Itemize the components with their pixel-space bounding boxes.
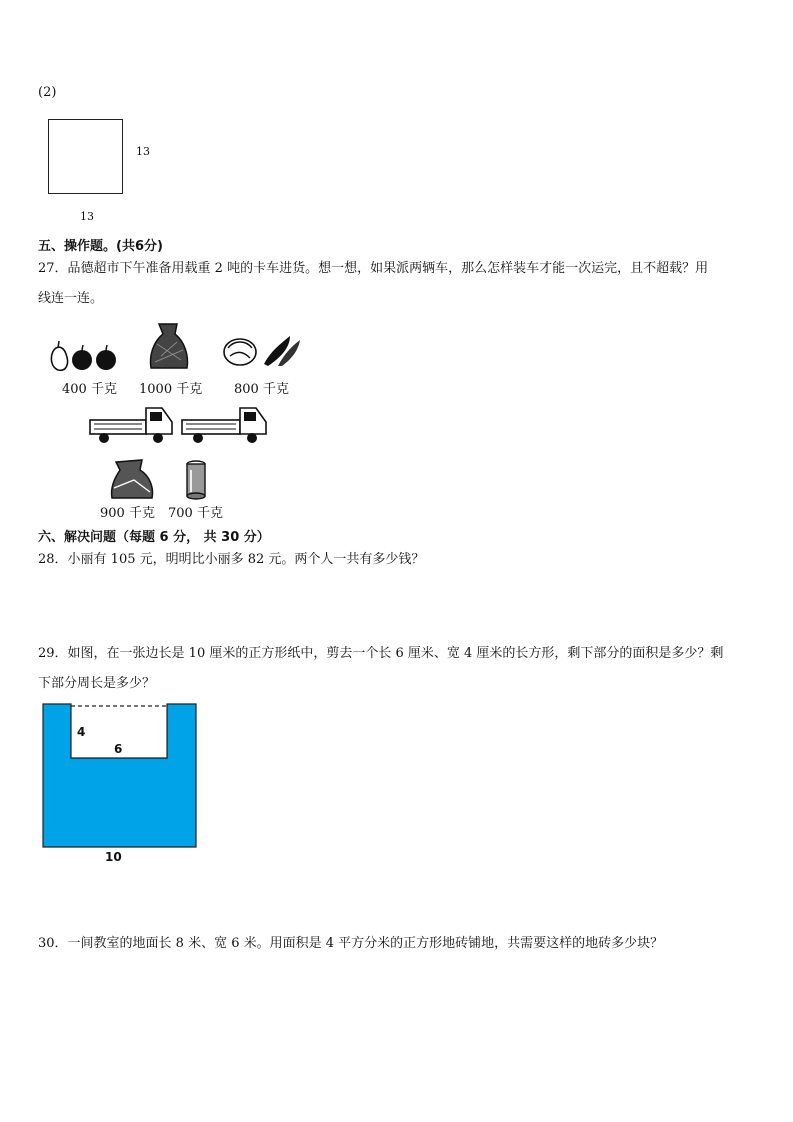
square-side-right-label: 13	[136, 145, 150, 158]
vegetables-icon	[220, 330, 302, 368]
item-label-sack: 1000 千克	[139, 382, 203, 397]
truck-icon[interactable]	[88, 402, 174, 446]
section-heading-operations: 五、操作题。(共6分)	[38, 239, 163, 254]
item-label-can: 700 千克	[168, 506, 223, 521]
sack-icon	[147, 320, 191, 372]
figure-label-length: 6	[114, 742, 123, 756]
question-30: 30．一间教室的地面长 8 米、宽 6 米。用面积是 4 平方分米的正方形地砖铺地，共需要这样的地砖多少块？	[38, 936, 664, 951]
question-28: 28．小丽有 105 元，明明比小丽多 82 元。两个人一共有多少钱？	[38, 552, 425, 567]
item-label-fruit: 400 千克	[62, 382, 117, 397]
item-label-bag: 900 千克	[100, 506, 155, 521]
question-29-line-1: 29．如图，在一张边长是 10 厘米的正方形纸中，剪去一个长 6 厘米、宽 4 厘米的长方形，剩下部分的面积是多少？剩	[38, 646, 724, 661]
bag-icon	[108, 458, 156, 500]
square-side-bottom-label: 13	[80, 210, 94, 223]
question-27-line-2: 线连一连。	[38, 291, 104, 306]
part-label: (2)	[38, 85, 57, 100]
cut-square-figure	[42, 703, 198, 849]
figure-label-width: 4	[77, 725, 86, 739]
question-29-line-2: 下部分周长是多少？	[38, 676, 156, 691]
question-27-line-1: 27．品德超市下午准备用载重 2 吨的卡车进货。想一想，如果派两辆车，那么怎样装车才能一次运完，且不超载？用	[38, 261, 709, 276]
square-figure	[48, 119, 123, 194]
figure-label-side: 10	[105, 850, 122, 864]
fruit-icon	[46, 336, 121, 376]
truck-icon[interactable]	[180, 402, 268, 446]
item-label-vegetables: 800 千克	[234, 382, 289, 397]
can-icon	[185, 460, 207, 500]
section-heading-problems: 六、解决问题（每题 6 分， 共 30 分）	[38, 530, 270, 545]
